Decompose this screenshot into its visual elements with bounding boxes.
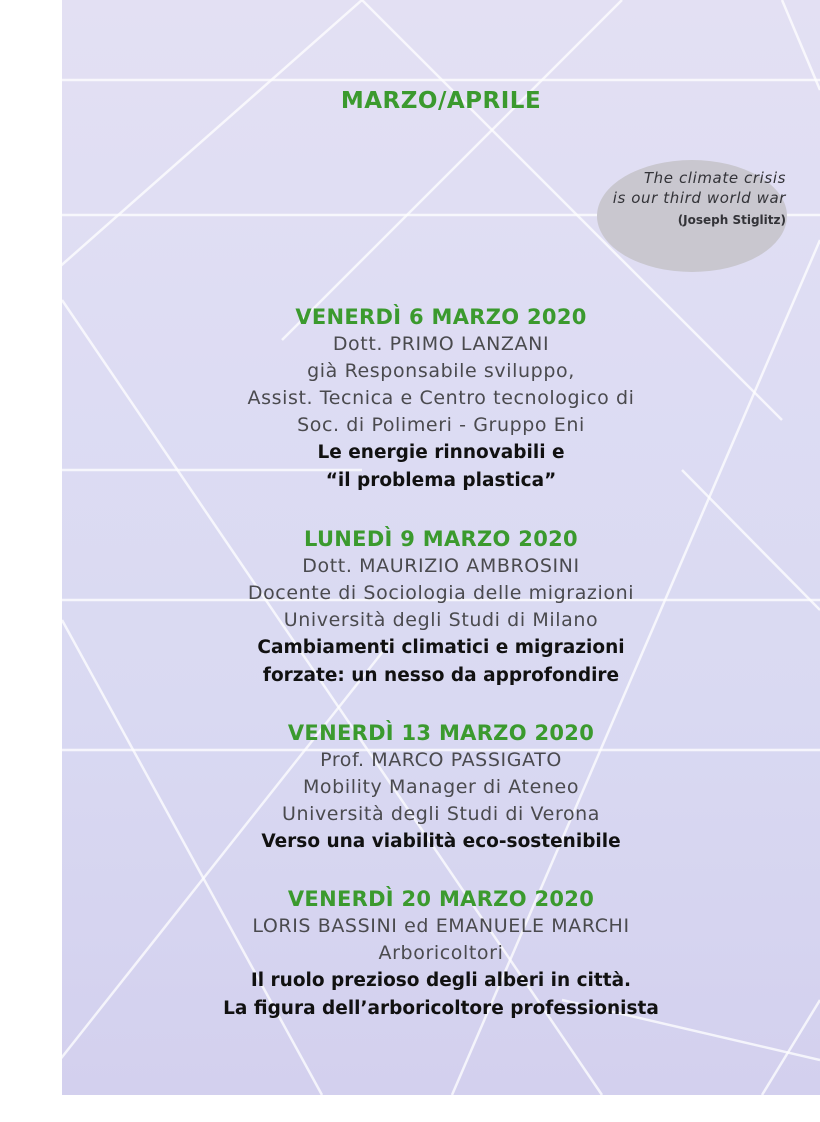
quote bbox=[613, 168, 786, 231]
event-topic: Il ruolo prezioso degli alberi in città. bbox=[250, 970, 632, 991]
speaker-name: Prof. MARCO PASSIGATO bbox=[320, 749, 562, 771]
speaker-role: già Responsabile sviluppo, bbox=[307, 360, 575, 382]
speaker-name: Dott. PRIMO LANZANI bbox=[332, 333, 550, 355]
speaker-affiliation: Università degli Studi di Verona bbox=[281, 803, 601, 825]
speaker-affiliation: Soc. di Polimeri - Gruppo Eni bbox=[297, 414, 585, 436]
event-date: LUNEDÌ 9 MARZO 2020 bbox=[304, 527, 578, 551]
poster bbox=[62, 0, 820, 1095]
event-item bbox=[62, 526, 820, 690]
event-date: VENERDÌ 13 MARZO 2020 bbox=[287, 721, 595, 745]
page-title: MARZO/APRILE bbox=[340, 88, 542, 114]
event-date: VENERDÌ 20 MARZO 2020 bbox=[287, 887, 595, 911]
speaker-name: Dott. MAURIZIO AMBROSINI bbox=[302, 555, 580, 577]
event-topic: La figura dell’arboricoltore professionista bbox=[223, 998, 659, 1019]
speaker-role: Mobility Manager di Ateneo bbox=[302, 776, 580, 798]
quote-line: The climate crisis bbox=[643, 169, 786, 187]
event-date: VENERDÌ 6 MARZO 2020 bbox=[295, 305, 587, 329]
speaker-affiliation: Università degli Studi di Milano bbox=[283, 609, 599, 631]
speaker-role: Arboricoltori bbox=[378, 942, 504, 964]
event-topic: Cambiamenti climatici e migrazioni bbox=[257, 637, 625, 658]
event-item bbox=[62, 886, 820, 1023]
event-topic: “il problema plastica” bbox=[325, 470, 557, 491]
speaker-role: Docente di Sociologia delle migrazioni bbox=[247, 582, 635, 604]
speaker-name: LORIS BASSINI ed EMANUELE MARCHI bbox=[252, 915, 630, 937]
quote-author: (Joseph Stiglitz) bbox=[677, 213, 786, 227]
event-item bbox=[62, 304, 820, 495]
speaker-role: Assist. Tecnica e Centro tecnologico di bbox=[247, 387, 635, 409]
event-topic: Verso una viabilità eco-sostenibile bbox=[261, 831, 621, 852]
event-item bbox=[62, 720, 820, 856]
event-topic: Le energie rinnovabili e bbox=[317, 442, 565, 463]
event-topic: forzate: un nesso da approfondire bbox=[262, 665, 620, 686]
quote-line: is our third world war bbox=[612, 189, 786, 207]
